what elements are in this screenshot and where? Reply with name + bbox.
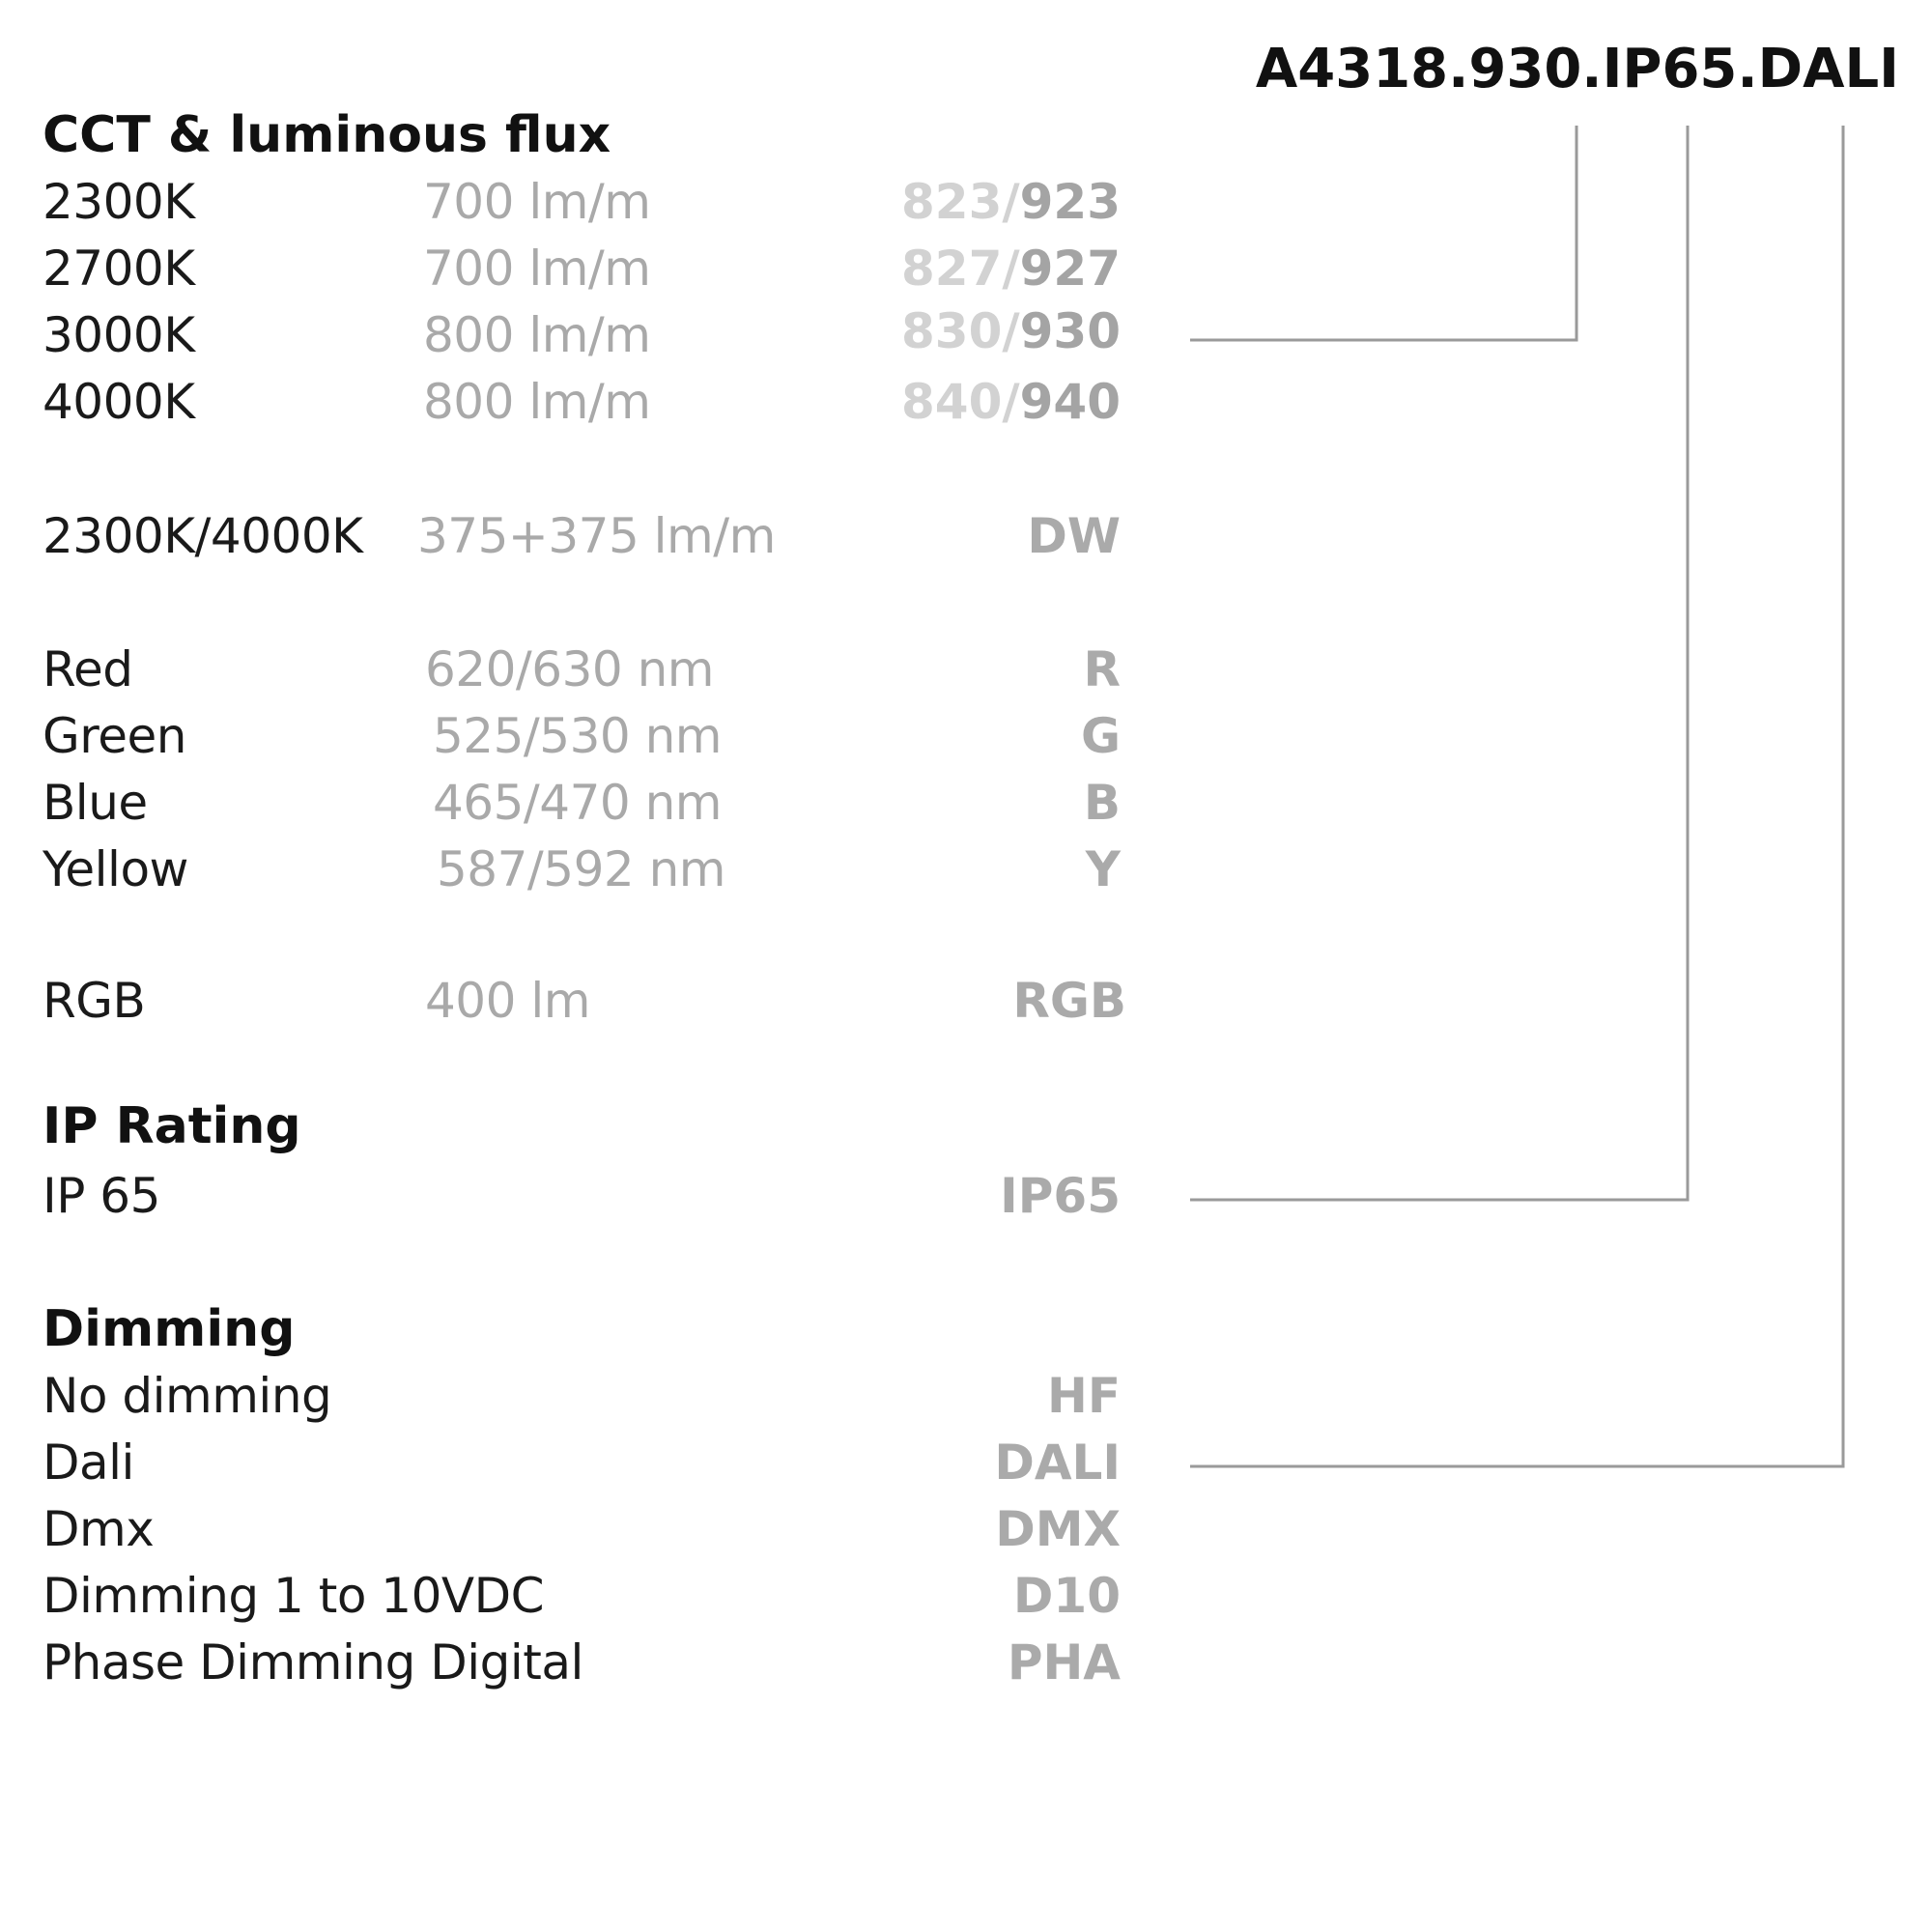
cct-code-2700: 827/927 (900, 241, 1121, 297)
cct-value-2300: 700 lm/m (423, 174, 651, 230)
dw-label: 2300K/4000K (43, 508, 363, 564)
color-code-yellow: Y (1085, 841, 1121, 897)
cct-code-3000: 830/930 (900, 303, 1121, 359)
cct-label-2700: 2700K (43, 241, 195, 297)
dimming-label-d10: Dimming 1 to 10VDC (43, 1568, 545, 1624)
cct-code-2300: 823/923 (900, 174, 1121, 230)
color-code-red: R (1083, 641, 1121, 697)
cct-label-4000: 4000K (43, 374, 195, 430)
connector-ip (1190, 126, 1688, 1200)
dimming-code-pha: PHA (1007, 1634, 1121, 1690)
rgb-value: 400 lm (425, 973, 590, 1029)
color-value-red: 620/630 nm (425, 641, 715, 697)
dimming-code-d10: D10 (1012, 1568, 1121, 1624)
cct-label-2300: 2300K (43, 174, 195, 230)
color-value-blue: 465/470 nm (433, 775, 723, 831)
color-label-yellow: Yellow (43, 841, 188, 897)
color-label-blue: Blue (43, 775, 148, 831)
connector-dimming (1190, 126, 1843, 1466)
cct-value-2700: 700 lm/m (423, 241, 651, 297)
cct-value-3000: 800 lm/m (423, 307, 651, 363)
dimming-code-dmx: DMX (995, 1501, 1121, 1557)
section-heading-dimming: Dimming (43, 1300, 296, 1358)
dimming-label-dali: Dali (43, 1435, 134, 1491)
dimming-label-pha: Phase Dimming Digital (43, 1634, 583, 1690)
dimming-label-none: No dimming (43, 1368, 332, 1424)
color-code-blue: B (1083, 775, 1121, 831)
color-label-red: Red (43, 641, 133, 697)
section-heading-ip: IP Rating (43, 1097, 301, 1155)
color-code-green: G (1080, 708, 1121, 764)
cct-code-4000: 840/940 (900, 374, 1121, 430)
cct-value-4000: 800 lm/m (423, 374, 651, 430)
color-label-green: Green (43, 708, 186, 764)
dw-code: DW (1027, 508, 1121, 564)
rgb-code: RGB (1012, 973, 1126, 1029)
dimming-code-dali: DALI (994, 1435, 1121, 1491)
cct-label-3000: 3000K (43, 307, 195, 363)
color-value-green: 525/530 nm (433, 708, 723, 764)
section-heading-cct: CCT & luminous flux (43, 106, 611, 164)
dw-value: 375+375 lm/m (417, 508, 776, 564)
connector-cct (1190, 126, 1577, 340)
color-value-yellow: 587/592 nm (437, 841, 726, 897)
ip-label: IP 65 (43, 1168, 160, 1224)
ip-code: IP65 (1000, 1168, 1121, 1224)
dimming-label-dmx: Dmx (43, 1501, 155, 1557)
rgb-label: RGB (43, 973, 146, 1029)
product-code: A4318.930.IP65.DALI (1255, 38, 1899, 100)
dimming-code-none: HF (1046, 1368, 1121, 1424)
